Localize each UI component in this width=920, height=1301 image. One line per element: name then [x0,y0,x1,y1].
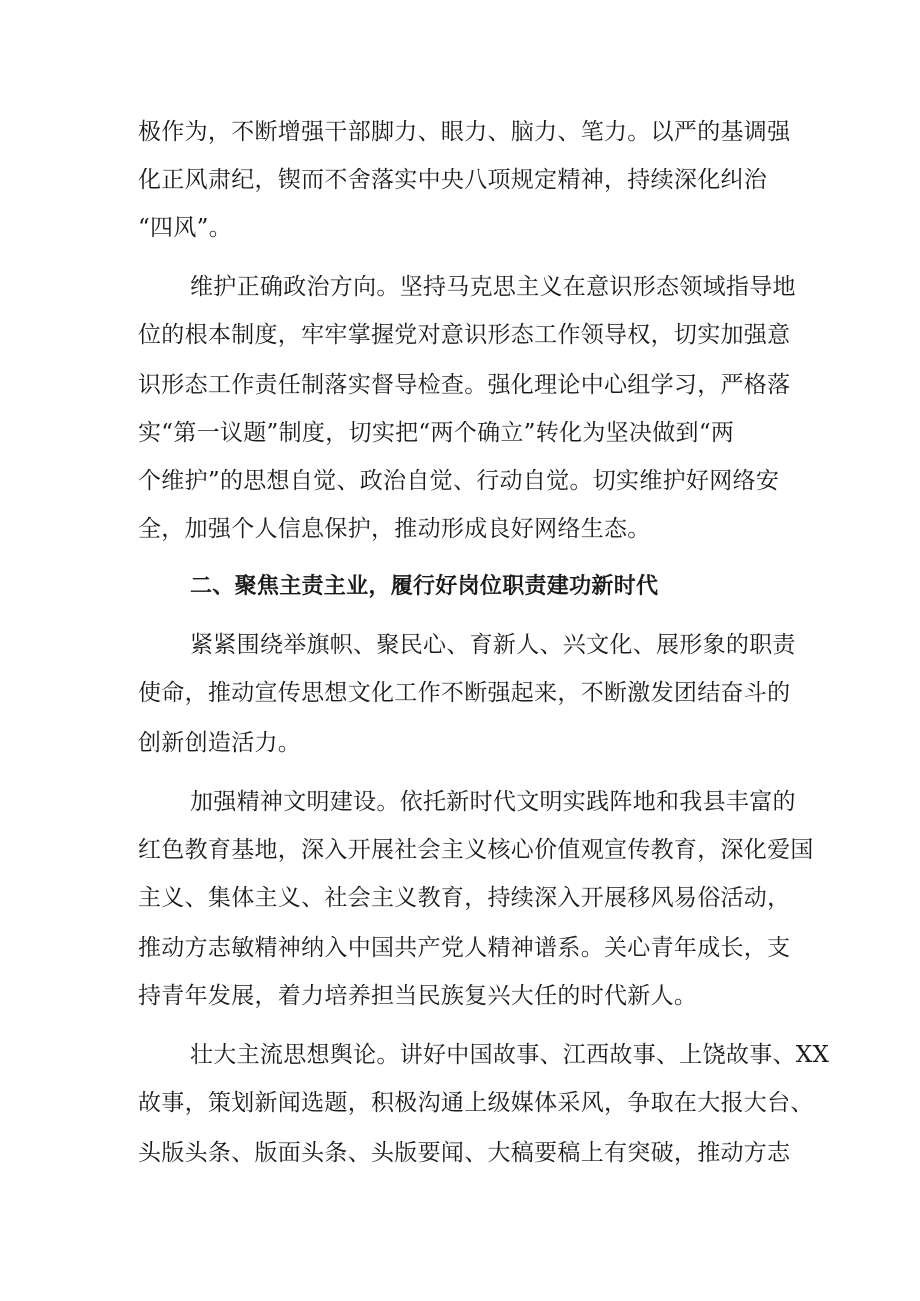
paragraph-2-line-4: 实“第一议题”制度，切实把“两个确立”转化为坚决做到“两 [138,420,735,446]
paragraph-4-line-2: 红色教育基地，深入开展社会主义核心价值观宣传教育，深化爱国 [138,837,814,863]
paragraph-2-line-3: 识形态工作责任制落实督导检查。强化理论中心组学习，严格落 [138,372,791,398]
paragraph-4-line-3: 主义、集体主义、社会主义教育，持续深入开展移风易俗活动， [138,885,791,911]
paragraph-3-line-2: 使命，推动宣传思想文化工作不断强起来，不断激发团结奋斗的 [138,680,791,706]
paragraph-4-line-1: 加强精神文明建设。依托新时代文明实践阵地和我县丰富的 [190,789,796,815]
section-heading: 二、聚焦主责主业，履行好岗位职责建功新时代 [190,574,659,599]
paragraph-2-line-5: 个维护”的思想自觉、政治自觉、行动自觉。切实维护好网络安 [138,468,780,494]
paragraph-2-line-2: 位的根本制度，牢牢掌握党对意识形态工作领导权，切实加强意 [138,322,791,348]
paragraph-5-line-3: 头版头条、版面头条、头版要闻、大稿要稿上有突破，推动方志 [138,1140,791,1166]
paragraph-5-line-2: 故事，策划新闻选题，积极沟通上级媒体采风，争取在大报大台、 [138,1090,814,1116]
paragraph-5-line-1: 壮大主流思想舆论。讲好中国故事、江西故事、上饶故事、XX [190,1042,830,1068]
paragraph-2-line-6: 全，加强个人信息保护，推动形成良好网络生态。 [138,516,651,542]
paragraph-4-line-4: 推动方志敏精神纳入中国共产党人精神谱系。关心青年成长，支 [138,935,791,961]
paragraph-2-line-1: 维护正确政治方向。坚持马克思主义在意识形态领域指导地 [190,274,796,300]
paragraph-3-line-3: 创新创造活力。 [138,730,302,756]
paragraph-1-line-1: 极作为，不断增强干部脚力、眼力、脑力、笔力。以严的基调强 [138,119,791,145]
paragraph-3-line-1: 紧紧围绕举旗帜、聚民心、育新人、兴文化、展形象的职责 [190,632,796,658]
paragraph-1-line-2: 化正风肃纪，锲而不舍落实中央八项规定精神，持续深化纠治 [138,167,768,193]
paragraph-4-line-5: 持青年发展，着力培养担当民族复兴大任的时代新人。 [138,983,698,1009]
paragraph-1-line-3: “四风”。 [138,215,233,241]
